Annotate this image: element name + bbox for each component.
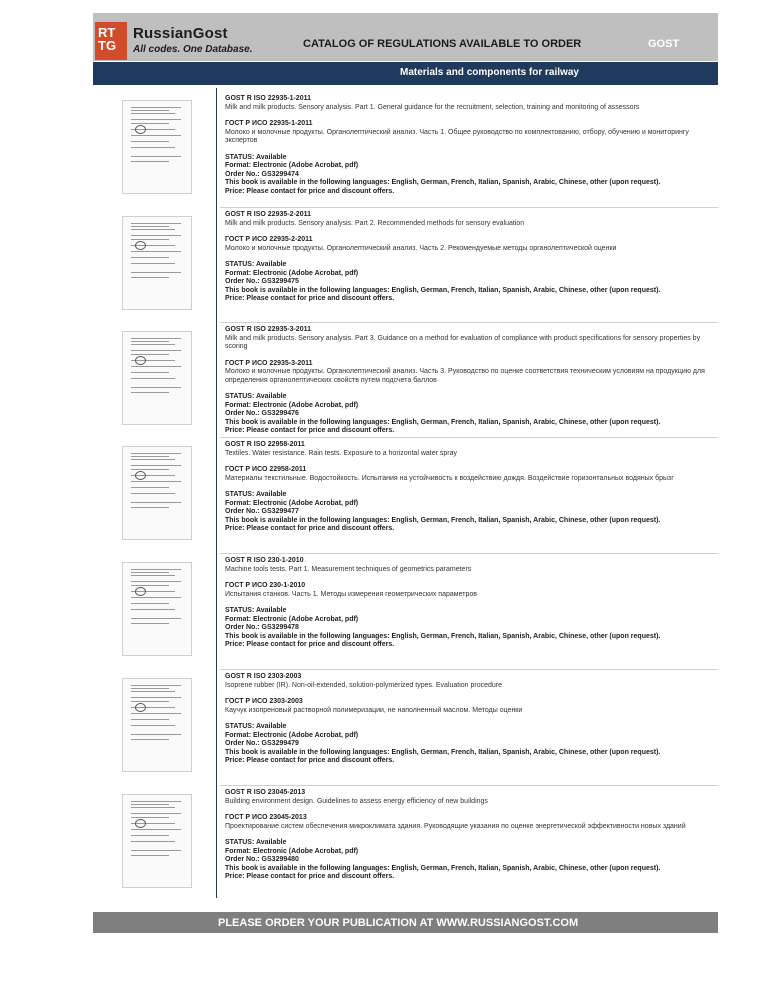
thumbnail-line	[131, 850, 181, 851]
languages-text: This book is available in the following languages: English, German, French, Italian, Spanish, Arabic, Chinese, other (upon request).	[225, 418, 661, 426]
thumbnail-line	[131, 459, 175, 460]
format-text: Format: Electronic (Adobe Acrobat, pdf)	[225, 499, 359, 507]
entry-separator	[220, 553, 718, 554]
thumbnail-line	[131, 251, 181, 252]
format-text: Format: Electronic (Adobe Acrobat, pdf)	[225, 401, 359, 409]
thumbnail-line	[131, 456, 169, 457]
thumbnail-line	[131, 469, 169, 470]
thumbnail-line	[131, 338, 181, 339]
thumbnail-line	[131, 507, 169, 508]
status-text: STATUS: Available	[225, 607, 287, 614]
status-text: STATUS: Available	[225, 153, 287, 161]
spacer	[225, 690, 715, 698]
thumbnail-line	[131, 354, 169, 355]
thumbnail-line	[131, 239, 169, 240]
thumbnail-line	[131, 119, 181, 120]
standard-title-en: GOST R ISO 22935-3-2011	[225, 326, 311, 333]
catalog-entry	[225, 326, 715, 436]
standard-title-ru: ГОСТ Р ИСО 22935-1-2011	[225, 120, 313, 127]
thumbnail-line	[131, 502, 181, 503]
thumbnail-line	[131, 804, 169, 805]
thumbnail-line	[131, 341, 169, 342]
thumbnail-line	[131, 493, 175, 494]
spacer	[225, 352, 715, 360]
thumbnail-line	[131, 392, 169, 393]
thumbnail-line	[131, 855, 169, 856]
thumbnail-line	[131, 123, 169, 124]
thumbnail-line	[131, 272, 181, 273]
page-subtitle: Materials and components for railway	[400, 67, 579, 78]
divider	[216, 88, 217, 898]
format-text: Format: Electronic (Adobe Acrobat, pdf)	[225, 731, 359, 739]
thumbnail-line	[131, 835, 169, 836]
standard-description-ru: Испытания станков. Часть 1. Методы измерения геометрических параметров	[225, 590, 477, 598]
standard-description-ru: Материалы текстильные. Водостойкость. Испытания на устойчивость к воздействию дождя. Воздействие горизонтальных водяных брызг	[225, 474, 674, 482]
spacer	[225, 806, 715, 814]
thumbnail-line	[131, 366, 181, 367]
thumbnail-line	[131, 569, 181, 570]
standard-description-en: Machine tools tests. Part 1. Measurement techniques of geometrics parameters	[225, 565, 472, 573]
thumbnail-line	[131, 453, 181, 454]
standard-title-ru: ГОСТ Р ИСО 2303-2003	[225, 698, 303, 705]
languages-text: This book is available in the following languages: English, German, French, Italian, Spanish, Arabic, Chinese, other (upon request).	[225, 748, 661, 756]
spacer	[225, 112, 715, 120]
document-thumbnail[interactable]	[122, 562, 192, 656]
standard-description-en: Milk and milk products. Sensory analysis. Part 3. Guidance on a method for evaluation of compliance with product specifications for sensory properties by scoring	[225, 334, 701, 350]
languages-text: This book is available in the following languages: English, German, French, Italian, Spanish, Arabic, Chinese, other (upon request).	[225, 286, 661, 294]
entry-separator	[220, 669, 718, 670]
gost-label: GOST	[648, 38, 680, 50]
thumbnail-line	[131, 801, 181, 802]
catalog-entry	[225, 211, 715, 304]
thumbnail-line	[131, 113, 175, 114]
thumbnail-line	[131, 223, 181, 224]
standard-description-ru: Молоко и молочные продукты. Органолептический анализ. Часть 1. Общее руководство по комплектованию, отбору, обучению и мониторингу экспертов	[225, 128, 689, 144]
logo-name: RussianGost	[133, 25, 228, 42]
thumbnail-line	[131, 841, 175, 842]
document-thumbnail[interactable]	[122, 216, 192, 310]
thumbnail-line	[131, 161, 169, 162]
thumbnail-line	[131, 378, 175, 379]
thumbnail-line	[131, 734, 181, 735]
price-text: Price: Please contact for price and discount offers.	[225, 873, 395, 880]
thumbnail-line	[131, 685, 181, 686]
logo-badge-text: RT TG	[98, 25, 117, 53]
thumbnail-line	[131, 235, 181, 236]
thumbnail-line	[131, 107, 181, 108]
price-text: Price: Please contact for price and discount offers.	[225, 427, 395, 434]
order-number: Order No.: GS3299478	[225, 624, 299, 631]
price-text: Price: Please contact for price and discount offers.	[225, 757, 395, 764]
languages-text: This book is available in the following languages: English, German, French, Italian, Spanish, Arabic, Chinese, other (upon request).	[225, 864, 661, 872]
standard-title-ru: ГОСТ Р ИСО 22935-2-2011	[225, 236, 313, 243]
languages-text: This book is available in the following languages: English, German, French, Italian, Spanish, Arabic, Chinese, other (upon request).	[225, 516, 661, 524]
document-thumbnail[interactable]	[122, 794, 192, 888]
standard-title-ru: ГОСТ Р ИСО 22935-3-2011	[225, 359, 313, 367]
emblem-icon	[135, 125, 146, 134]
standard-title-ru: ГОСТ Р ИСО 23045-2013	[225, 814, 307, 821]
price-text: Price: Please contact for price and discount offers.	[225, 525, 395, 532]
standard-description-en: Milk and milk products. Sensory analysis. Part 2. Recommended methods for sensory evaluation	[225, 219, 525, 227]
standard-description-en: Isoprene rubber (IR). Non-oil-extended, solution-polymerized types. Evaluation procedure	[225, 681, 503, 689]
catalog-entry	[225, 557, 715, 650]
standard-title-ru: ГОСТ Р ИСО 230-1-2010	[225, 582, 306, 589]
languages-text: This book is available in the following languages: English, German, French, Italian, Spanish, Arabic, Chinese, other (upon request).	[225, 632, 661, 640]
standard-description-en: Building environment design. Guidelines to assess energy efficiency of new buildings	[225, 797, 488, 805]
logo	[95, 22, 265, 62]
thumbnail-line	[131, 719, 169, 720]
order-number: Order No.: GS3299476	[225, 410, 299, 417]
order-number: Order No.: GS3299479	[225, 740, 299, 747]
thumbnail-line	[131, 575, 175, 576]
thumbnail-line	[131, 701, 169, 702]
thumbnail-line	[131, 263, 175, 264]
format-text: Format: Electronic (Adobe Acrobat, pdf)	[225, 162, 359, 169]
thumbnail-line	[131, 481, 181, 482]
thumbnail-line	[131, 713, 181, 714]
thumbnail-line	[131, 344, 175, 345]
status-text: STATUS: Available	[225, 723, 287, 730]
spacer	[225, 228, 715, 236]
catalog-entry	[225, 95, 715, 196]
emblem-icon	[135, 356, 146, 365]
thumbnail-line	[131, 257, 169, 258]
catalog-entry	[225, 673, 715, 766]
languages-text: This book is available in the following languages: English, German, French, Italian, Spanish, Arabic, Chinese, other (upon request).	[225, 179, 661, 186]
order-number: Order No.: GS3299475	[225, 278, 299, 285]
order-number: Order No.: GS3299477	[225, 508, 299, 515]
document-thumbnail[interactable]	[122, 331, 192, 425]
standard-title-en: GOST R ISO 230-1-2010	[225, 557, 304, 564]
order-number: Order No.: GS3299474	[225, 170, 299, 178]
thumbnail-line	[131, 618, 181, 619]
thumbnail-line	[131, 691, 175, 692]
standard-description-ru: Молоко и молочные продукты. Органолептический анализ. Часть 3. Руководство по оценке соответствия техническим условиям на продукцию для определения органолептических свойств путем подсчета баллов	[225, 368, 705, 384]
thumbnail-line	[131, 581, 181, 582]
thumbnail-line	[131, 688, 169, 689]
document-thumbnail[interactable]	[122, 100, 192, 194]
format-text: Format: Electronic (Adobe Acrobat, pdf)	[225, 269, 359, 277]
footer-link[interactable]: PLEASE ORDER YOUR PUBLICATION AT WWW.RUSSIANGOST.COM	[218, 917, 579, 929]
thumbnail-line	[131, 813, 181, 814]
thumbnail-line	[131, 739, 169, 740]
status-text: STATUS: Available	[225, 393, 287, 400]
thumbnail-line	[131, 807, 175, 808]
thumbnail-line	[131, 387, 181, 388]
status-text: STATUS: Available	[225, 261, 287, 268]
thumbnail-line	[131, 350, 181, 351]
entry-separator	[220, 785, 718, 786]
standard-title-ru: ГОСТ Р ИСО 22958-2011	[225, 466, 307, 473]
thumbnail-line	[131, 135, 181, 136]
order-number: Order No.: GS3299480	[225, 856, 299, 863]
standard-title-en: GOST R ISO 2303-2003	[225, 673, 302, 680]
logo-badge	[95, 22, 127, 60]
document-thumbnail[interactable]	[122, 446, 192, 540]
emblem-icon	[135, 471, 146, 480]
logo-tagline: All codes. One Database.	[133, 44, 253, 55]
thumbnail-line	[131, 372, 169, 373]
emblem-icon	[135, 703, 146, 712]
entry-separator	[220, 207, 718, 208]
thumbnail-line	[131, 623, 169, 624]
thumbnail-line	[131, 156, 181, 157]
entry-separator	[220, 322, 718, 323]
thumbnail-line	[131, 465, 181, 466]
thumbnail-line	[131, 277, 169, 278]
thumbnail-line	[131, 572, 169, 573]
standard-description-ru: Проектирование систем обеспечения микроклимата здания. Руководящие указания по оценке энергетической эффективности новых зданий	[225, 822, 686, 830]
thumbnail-line	[131, 585, 169, 586]
thumbnail-line	[131, 817, 169, 818]
status-text: STATUS: Available	[225, 491, 287, 498]
format-text: Format: Electronic (Adobe Acrobat, pdf)	[225, 615, 359, 623]
thumbnail-line	[131, 597, 181, 598]
emblem-icon	[135, 241, 146, 250]
thumbnail-line	[131, 609, 175, 610]
catalog-entry	[225, 789, 715, 882]
thumbnail-line	[131, 141, 169, 142]
standard-title-en: GOST R ISO 23045-2013	[225, 789, 306, 796]
thumbnail-line	[131, 725, 175, 726]
standard-description-ru: Молоко и молочные продукты. Органолептический анализ. Часть 2. Рекомендуемые методы органолептической оценки	[225, 244, 617, 252]
thumbnail-line	[131, 603, 169, 604]
standard-description-en: Milk and milk products. Sensory analysis. Part 1. General guidance for the recruitment, selection, training and monitoring of assessors	[225, 103, 640, 111]
emblem-icon	[135, 819, 146, 828]
thumbnail-line	[131, 147, 175, 148]
entry-separator	[220, 437, 718, 438]
thumbnail-line	[131, 110, 169, 111]
standard-title-en: GOST R ISO 22958-2011	[225, 441, 305, 448]
catalog-entry	[225, 441, 715, 534]
standard-title-en: GOST R ISO 22935-2-2011	[225, 211, 311, 218]
standard-description-en: Textiles. Water resistance. Rain tests. Exposure to a horizontal water spray	[225, 449, 458, 457]
price-text: Price: Please contact for price and discount offers.	[225, 295, 395, 302]
format-text: Format: Electronic (Adobe Acrobat, pdf)	[225, 847, 359, 855]
price-text: Price: Please contact for price and discount offers.	[225, 187, 395, 195]
thumbnail-line	[131, 487, 169, 488]
standard-description-ru: Каучук изопреновый растворной полимеризации, не наполненный маслом. Методы оценки	[225, 706, 523, 714]
price-text: Price: Please contact for price and discount offers.	[225, 641, 395, 648]
thumbnail-line	[131, 226, 169, 227]
standard-title-en: GOST R ISO 22935-1-2011	[225, 95, 311, 102]
spacer	[225, 458, 715, 466]
thumbnail-line	[131, 829, 181, 830]
spacer	[225, 574, 715, 582]
thumbnail-line	[131, 697, 181, 698]
thumbnail-line	[131, 229, 175, 230]
catalog-title: CATALOG OF REGULATIONS AVAILABLE TO ORDER	[303, 38, 582, 50]
document-thumbnail[interactable]	[122, 678, 192, 772]
emblem-icon	[135, 587, 146, 596]
status-text: STATUS: Available	[225, 839, 287, 846]
